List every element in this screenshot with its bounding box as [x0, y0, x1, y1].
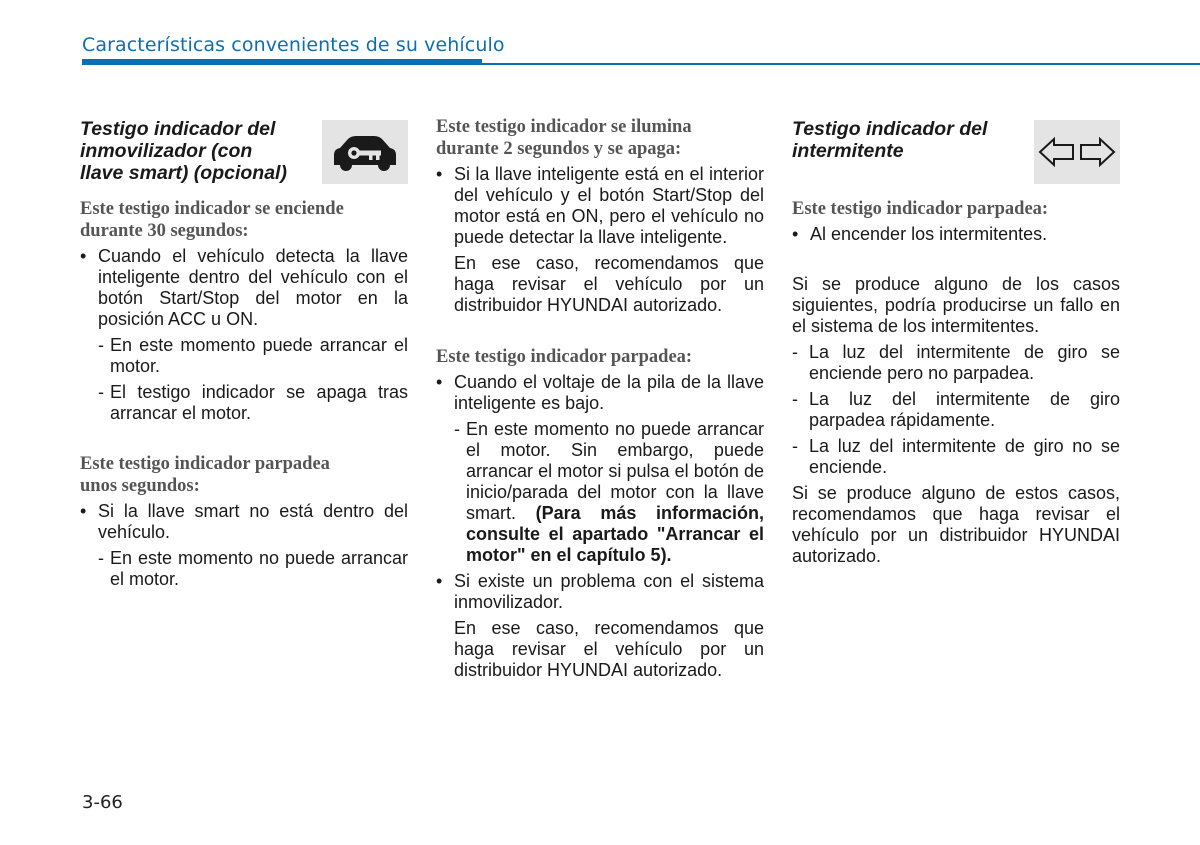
- list-item: • Si la llave inteligente está en el interior del vehículo y el botón Start/Stop del motor está en ON, pero el vehículo no puede detectar la llave inteligente.: [436, 164, 764, 247]
- list-subitem: - La luz del intermitente de giro se enciende pero no parpadea.: [792, 342, 1120, 383]
- list-item: • Cuando el voltaje de la pila de la llave inteligente es bajo.: [436, 372, 764, 413]
- list-subitem: - En este momento puede arrancar el motor.: [98, 335, 408, 376]
- list-subitem: - En este momento no puede arrancar el motor.: [98, 548, 408, 589]
- subheading: Este testigo indicador se enciende durante 30 segundos:: [80, 199, 344, 241]
- column-turn-signal: [792, 116, 1120, 567]
- list-item: • Si existe un problema con el sistema inmovilizador.: [436, 571, 764, 612]
- column-immobilizer: [80, 116, 408, 590]
- page-number: 3-66: [82, 792, 123, 813]
- paragraph: En ese caso, recomendamos que haga revisar el vehículo por un distribuidor HYUNDAI autorizado.: [454, 618, 764, 680]
- paragraph: Si se produce alguno de estos casos, recomendamos que haga revisar el vehículo por un distribuidor HYUNDAI autorizado.: [792, 483, 1120, 566]
- page-section-title: Características convenientes de su vehículo: [82, 34, 505, 56]
- subheading: Este testigo indicador parpadea:: [436, 347, 693, 367]
- cross-reference: (Para más información, consulte el apartado "Arrancar el motor" en el capítulo 5).: [466, 503, 764, 565]
- list-subitem: - El testigo indicador se apaga tras arrancar el motor.: [98, 382, 408, 423]
- header-rule-thin: [82, 63, 1200, 65]
- list-item: • Cuando el vehículo detecta la llave inteligente dentro del vehículo con el botón Start/Stop del motor en la posición ACC u ON.: [80, 246, 408, 329]
- list-subitem: - La luz del intermitente de giro parpadea rápidamente.: [792, 389, 1120, 430]
- section-heading-immobilizer: Testigo indicador del inmovilizador (con llave smart) (opcional): [80, 118, 287, 184]
- subheading: Este testigo indicador parpadea unos segundos:: [80, 454, 330, 496]
- list-subitem: - La luz del intermitente de giro no se enciende.: [792, 436, 1120, 477]
- subheading: Este testigo indicador parpadea:: [792, 199, 1049, 219]
- list-subitem: - En este momento no puede arrancar el motor. Sin embargo, puede arrancar el motor si pulsa el botón de inicio/parada del motor con la llave smart. (Para más información, consulte el apartado "Arrancar el motor" en el capítulo 5).: [454, 419, 764, 565]
- column-immobilizer-continued: [436, 116, 764, 681]
- paragraph: Si se produce alguno de los casos siguientes, podría producirse un fallo en el sistema de los intermitentes.: [792, 274, 1120, 336]
- subheading: Este testigo indicador se ilumina durante 2 segundos y se apaga:: [436, 117, 692, 159]
- list-item: • Si la llave smart no está dentro del vehículo.: [80, 501, 408, 542]
- list-item: • Al encender los intermitentes.: [792, 224, 1048, 244]
- paragraph: En ese caso, recomendamos que haga revisar el vehículo por un distribuidor HYUNDAI autorizado.: [454, 253, 764, 315]
- section-heading-turn-signal: Testigo indicador del intermitente: [792, 118, 988, 162]
